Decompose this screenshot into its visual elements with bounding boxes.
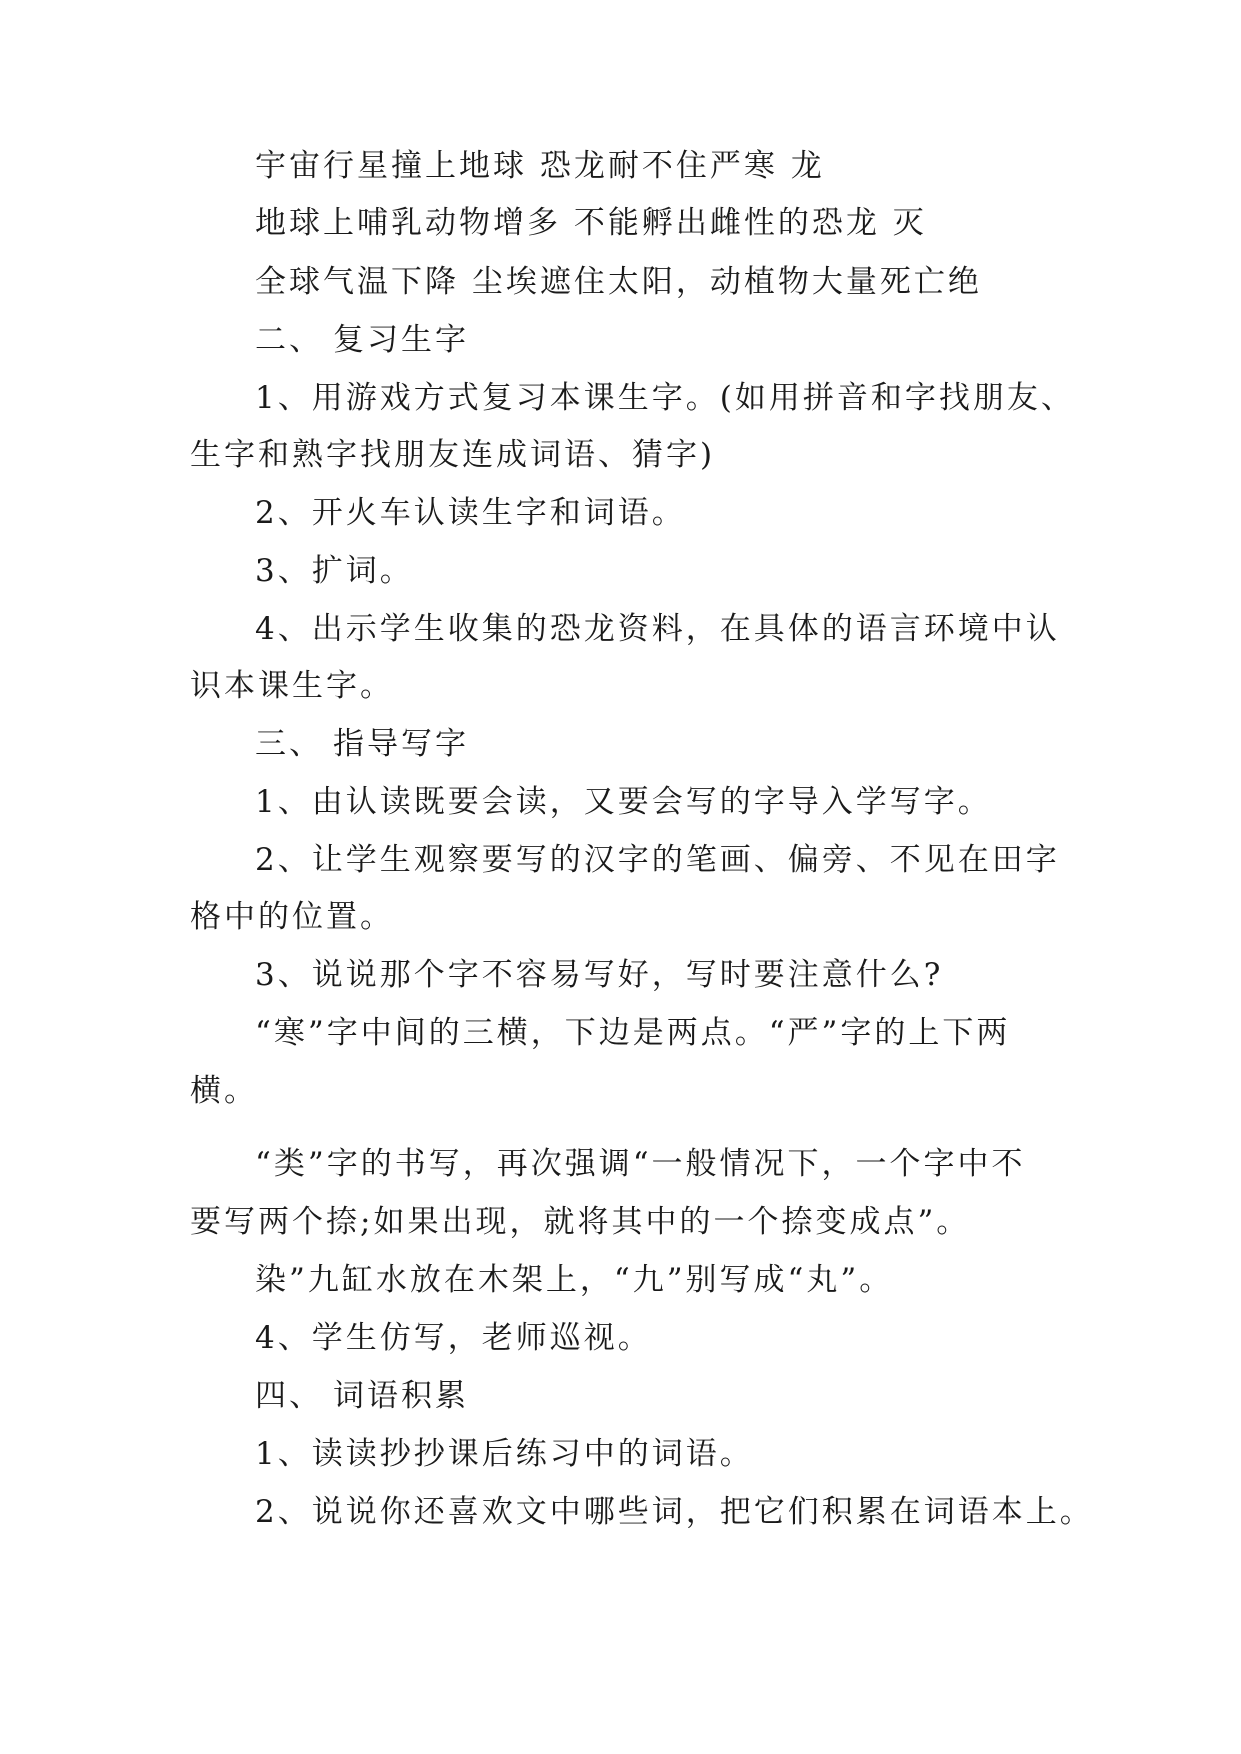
section-heading xyxy=(255,1376,1135,1416)
section-number: 二、 xyxy=(255,322,323,358)
section-title: 指导写字 xyxy=(333,726,469,762)
text-line: “类”字的书写，再次强调“一般情况下，一个字中不 xyxy=(255,1146,1026,1182)
section-heading xyxy=(255,724,1135,764)
section-heading xyxy=(255,320,1135,360)
text-line: “寒”字中间的三横，下边是两点。“严”字的上下两 xyxy=(255,1015,1011,1051)
text-line: 4、学生仿写，老师巡视。 xyxy=(255,1320,652,1356)
text-line: 宇宙行星撞上地球 恐龙耐不住严寒 龙 xyxy=(255,148,825,184)
text-line: 1、读读抄抄课后练习中的词语。 xyxy=(255,1436,754,1472)
text-line: 识本课生字。 xyxy=(190,668,394,704)
text-line: 3、扩词。 xyxy=(255,553,414,589)
text-line: 2、说说你还喜欢文中哪些词，把它们积累在词语本上。 xyxy=(255,1494,1094,1530)
text-line: 1、由认读既要会读，又要会写的字导入学写字。 xyxy=(255,784,992,820)
section-number: 三、 xyxy=(255,726,323,762)
text-line: 1、用游戏方式复习本课生字。(如用拼音和字找朋友、 xyxy=(255,380,1075,416)
text-line: 染”九缸水放在木架上，“九”别写成“丸”。 xyxy=(255,1262,894,1298)
text-line: 格中的位置。 xyxy=(190,899,394,935)
text-line: 横。 xyxy=(190,1073,258,1109)
text-line: 4、出示学生收集的恐龙资料，在具体的语言环境中认 xyxy=(255,611,1060,647)
text-line: 地球上哺乳动物增多 不能孵出雌性的恐龙 灭 xyxy=(255,205,927,241)
section-title: 复习生字 xyxy=(333,322,469,358)
text-line: 要写两个捺;如果出现，就将其中的一个捺变成点”。 xyxy=(190,1204,971,1240)
text-line: 2、开火车认读生字和词语。 xyxy=(255,495,686,531)
section-number: 四、 xyxy=(255,1378,323,1414)
section-title: 词语积累 xyxy=(333,1378,469,1414)
text-line: 2、让学生观察要写的汉字的笔画、偏旁、不见在田字 xyxy=(255,842,1060,878)
text-line: 3、说说那个字不容易写好，写时要注意什么? xyxy=(255,957,944,993)
text-line: 全球气温下降 尘埃遮住太阳，动植物大量死亡绝 xyxy=(255,264,982,300)
text-line: 生字和熟字找朋友连成词语、猜字) xyxy=(190,437,716,473)
